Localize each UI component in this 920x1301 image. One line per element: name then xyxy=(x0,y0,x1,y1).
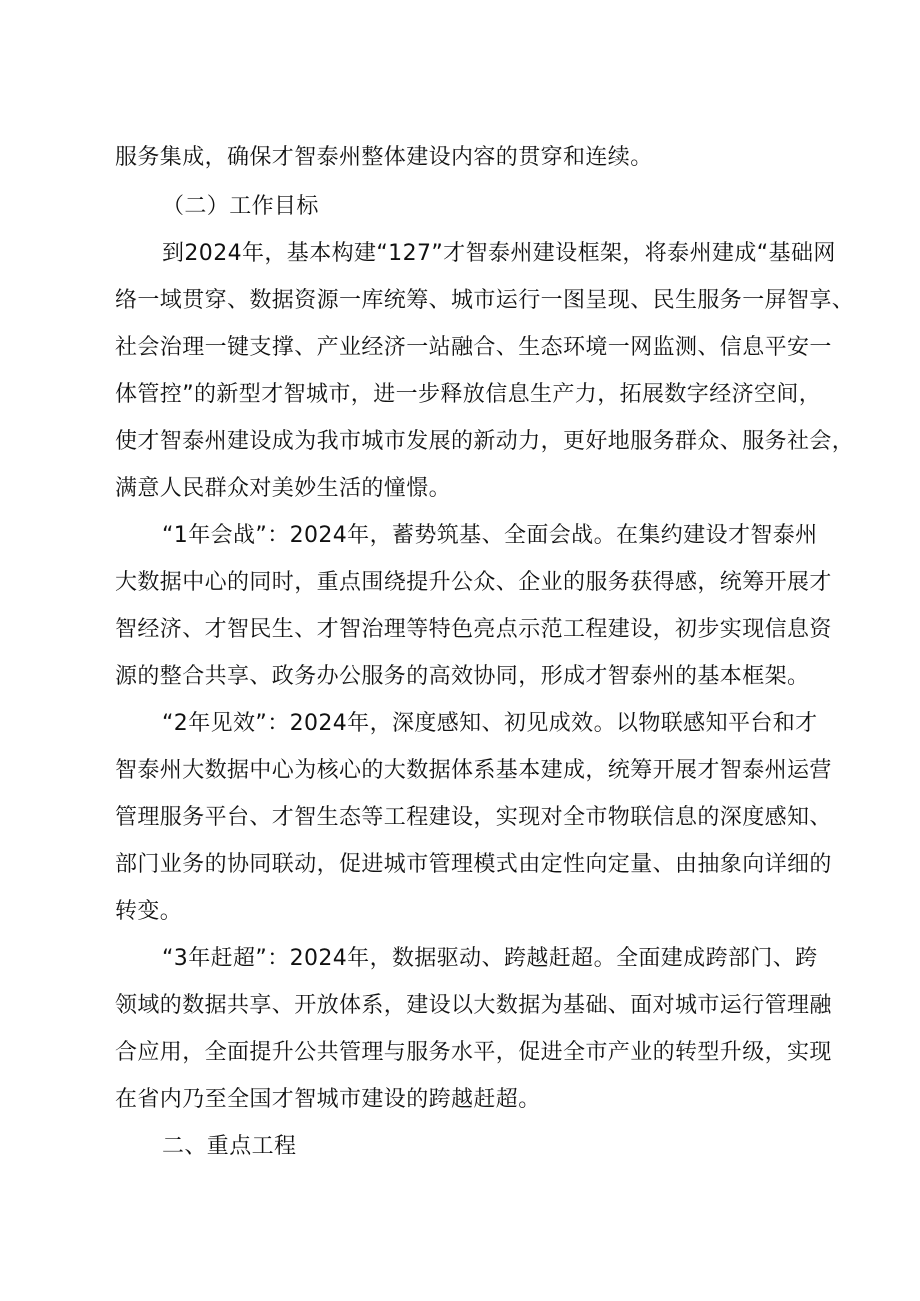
paragraph-line: 管理服务平台、才智生态等工程建设，实现对全市物联信息的深度感知、 xyxy=(115,805,832,830)
paragraph-line: 智经济、才智民生、才智治理等特色亮点示范工程建设，初步实现信息资 xyxy=(115,617,832,642)
paragraph-line: 络一域贯穿、数据资源一库统筹、城市运行一图呈现、民生服务一屏智享、 xyxy=(115,288,855,313)
paragraph-line: 在省内乃至全国才智城市建设的跨越赶超。 xyxy=(115,1087,541,1112)
next-heading: 二、重点工程 xyxy=(162,1134,297,1159)
paragraph-line: 合应用，全面提升公共管理与服务水平，促进全市产业的转型升级，实现 xyxy=(115,1040,832,1065)
paragraph-line: 满意人民群众对美妙生活的憧憬。 xyxy=(115,476,452,501)
paragraph-line: 到2024年，基本构建“127”才智泰州建设框架，将泰州建成“基础网 xyxy=(162,241,836,266)
paragraph-line: 源的整合共享、政务办公服务的高效协同，形成才智泰州的基本框架。 xyxy=(115,664,810,689)
paragraph-line: “3年赶超”：2024年，数据驱动、跨越赶超。全面建成跨部门、跨 xyxy=(162,946,818,971)
paragraph-line: “1年会战”：2024年，蓄势筑基、全面会战。在集约建设才智泰州 xyxy=(162,523,818,548)
paragraph-line: 使才智泰州建设成为我市城市发展的新动力，更好地服务群众、服务社会， xyxy=(115,429,855,454)
paragraph-line: 智泰州大数据中心为核心的大数据体系基本建成，统筹开展才智泰州运营 xyxy=(115,758,832,783)
paragraph-line: 转变。 xyxy=(115,899,183,924)
continuation-line: 服务集成，确保才智泰州整体建设内容的贯穿和连续。 xyxy=(115,145,653,170)
paragraph-line: “2年见效”：2024年，深度感知、初见成效。以物联感知平台和才 xyxy=(162,711,818,736)
paragraph-line: 部门业务的协同联动，促进城市管理模式由定性向定量、由抽象向详细的 xyxy=(115,852,832,877)
paragraph-line: 领域的数据共享、开放体系，建设以大数据为基础、面对城市运行管理融 xyxy=(115,993,832,1018)
section-heading: （二）工作目标 xyxy=(162,194,319,219)
paragraph-line: 社会治理一键支撑、产业经济一站融合、生态环境一网监测、信息平安一 xyxy=(115,335,832,360)
paragraph-line: 体管控”的新型才智城市，进一步释放信息生产力，拓展数字经济空间， xyxy=(115,382,822,407)
paragraph-line: 大数据中心的同时，重点围绕提升公众、企业的服务获得感，统筹开展才 xyxy=(115,570,832,595)
